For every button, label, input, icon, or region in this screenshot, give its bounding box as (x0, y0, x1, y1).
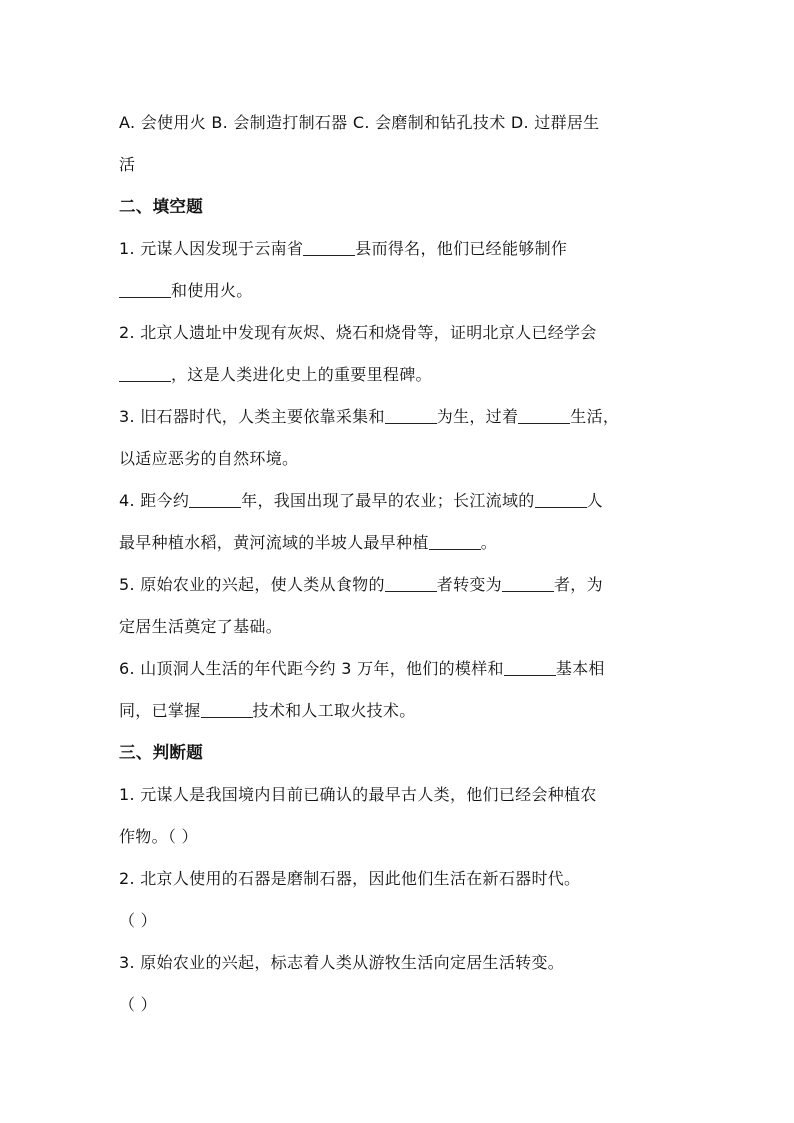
answer-blank[interactable] (119, 365, 171, 382)
text-segment: 5. 原始农业的兴起，使人类从食物的 (119, 575, 385, 594)
section-title: 二、填空题 (119, 197, 203, 216)
fill-question-5 (119, 564, 679, 606)
fill-question-1 (119, 228, 679, 270)
answer-blank[interactable] (504, 659, 556, 676)
text-segment: 和使用火。 (171, 281, 253, 300)
text-segment: （ ） (119, 995, 157, 1014)
text-segment: 3. 原始农业的兴起，标志着人类从游牧生活向定居生活转变。 (119, 953, 565, 972)
answer-blank[interactable] (385, 407, 437, 424)
fill-question-3-continued (119, 438, 679, 480)
answer-blank[interactable] (502, 575, 554, 592)
fill-question-4-continued (119, 522, 679, 564)
text-segment: 3. 旧石器时代，人类主要依靠采集和 (119, 407, 385, 426)
answer-blank[interactable] (535, 491, 587, 508)
fill-question-5-continued (119, 606, 679, 648)
fill-question-4 (119, 480, 679, 522)
choice-options-line (119, 102, 679, 144)
answer-blank[interactable] (429, 533, 481, 550)
fill-question-3 (119, 396, 679, 438)
text-segment: 定居生活奠定了基础。 (119, 617, 283, 636)
judge-question-3-answer-bracket[interactable] (119, 984, 679, 1026)
fill-question-6-continued (119, 690, 679, 732)
text-segment: 以适应恶劣的自然环境。 (119, 449, 299, 468)
fill-question-6 (119, 648, 679, 690)
text-segment: 同，已掌握 (119, 701, 201, 720)
text-segment: 6. 山顶洞人生活的年代距今约 3 万年，他们的模样和 (119, 659, 504, 678)
judge-question-3 (119, 942, 679, 984)
text-segment: 。 (480, 533, 498, 552)
section-title: 三、判断题 (119, 743, 203, 762)
text-segment: 者转变为 (436, 575, 502, 594)
answer-blank[interactable] (385, 575, 437, 592)
choice-options-line-continued (119, 144, 679, 186)
judge-question-1-continued (119, 816, 679, 858)
text-segment: （ ） (119, 911, 157, 930)
section-heading-true-false (119, 732, 679, 774)
answer-blank[interactable] (119, 281, 171, 298)
fill-question-2 (119, 312, 679, 354)
judge-question-2 (119, 858, 679, 900)
section-heading-fill-blank (119, 186, 679, 228)
text-segment: 年，我国出现了最早的农业；长江流域的 (241, 491, 535, 510)
answer-blank[interactable] (189, 491, 241, 508)
text-segment: 生活， (570, 407, 620, 426)
text-segment: 最早种植水稻，黄河流域的半坡人最早种植 (119, 533, 429, 552)
text-segment: 为生，过着 (436, 407, 519, 426)
text-segment: 4. 距今约 (119, 491, 190, 510)
fill-question-2-continued (119, 354, 679, 396)
text-segment: 1. 元谋人是我国境内目前已确认的最早古人类，他们已经会种植农 (119, 785, 597, 804)
judge-question-2-answer-bracket[interactable] (119, 900, 679, 942)
judge-question-1 (119, 774, 679, 816)
answer-blank[interactable] (518, 407, 570, 424)
text-segment: A. 会使用火 B. 会制造打制石器 C. 会磨制和钻孔技术 D. 过群居生 (119, 113, 600, 132)
text-segment: 人 (586, 491, 603, 510)
text-segment: 2. 北京人使用的石器是磨制石器，因此他们生活在新石器时代。 (119, 869, 581, 888)
text-segment: 技术和人工取火技术。 (252, 701, 416, 720)
text-segment: 者，为 (553, 575, 603, 594)
answer-blank[interactable] (303, 239, 355, 256)
document-content (119, 102, 679, 1026)
answer-blank[interactable] (201, 701, 253, 718)
text-segment: 县而得名，他们已经能够制作 (355, 239, 568, 258)
fill-question-1-continued (119, 270, 679, 312)
text-segment: 基本相 (555, 659, 605, 678)
text-segment: 作物。（ ） (119, 827, 198, 846)
text-segment: 活 (119, 155, 136, 174)
text-segment: 2. 北京人遗址中发现有灰烬、烧石和烧骨等，证明北京人已经学会 (119, 323, 597, 342)
text-segment: ，这是人类进化史上的重要里程碑。 (171, 365, 432, 384)
text-segment: 1. 元谋人因发现于云南省 (119, 239, 304, 258)
